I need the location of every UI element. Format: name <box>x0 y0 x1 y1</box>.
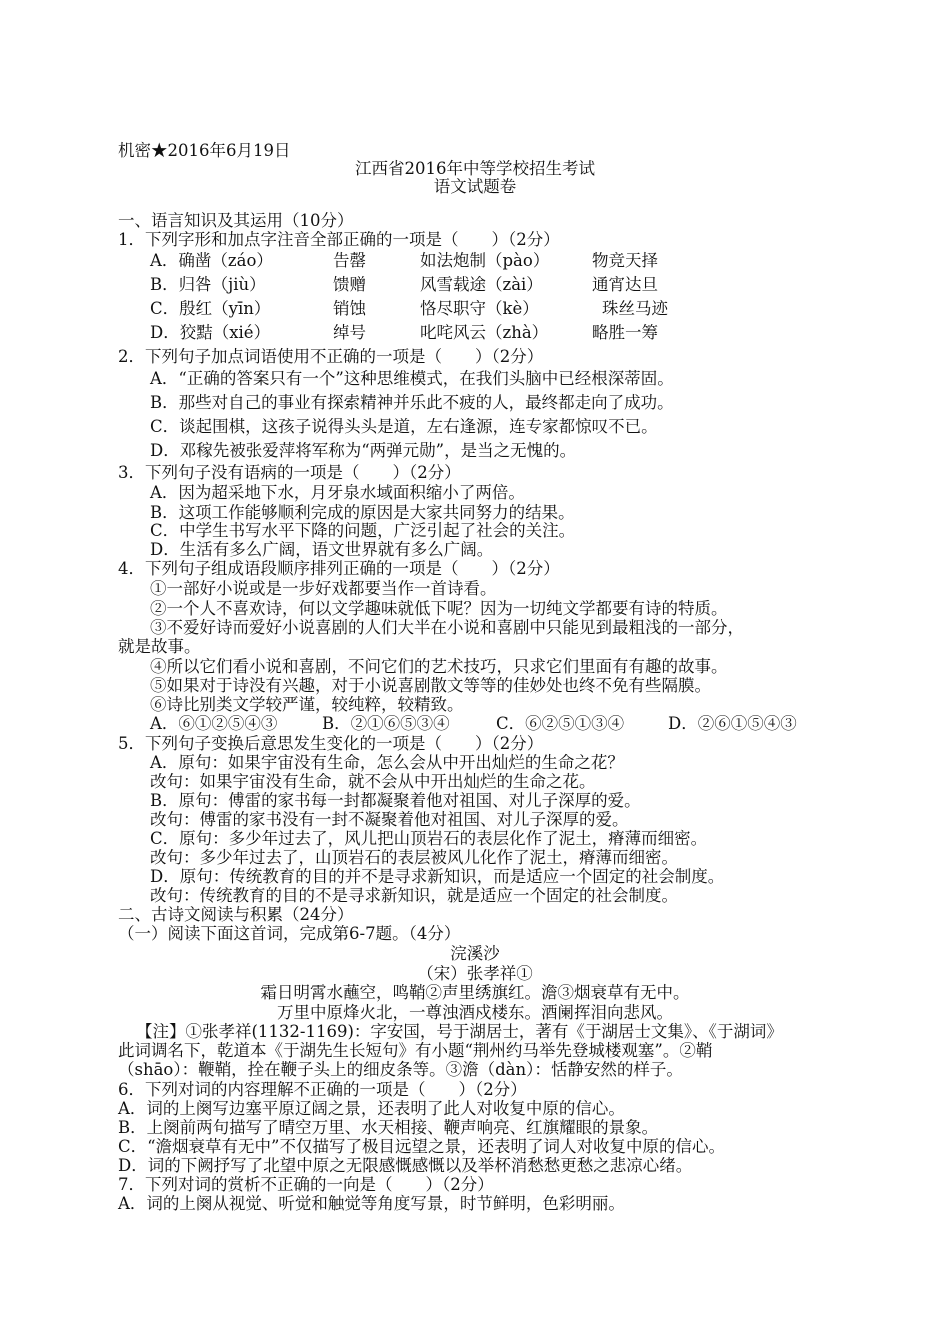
paper-title: 语文试题卷 <box>433 177 517 196</box>
q6-option-d: D．词的下阙抒写了北望中原之无限感慨感慨以及举杯消愁愁更愁之悲凉心绪。 <box>118 1156 693 1175</box>
poem-line-2: 万里中原烽火北，一尊浊酒戍楼东。酒阑挥泪向悲风。 <box>277 1003 673 1022</box>
q4-choice-a: A．⑥①②⑤④③ <box>150 714 278 733</box>
q5-a-revised: 改句：如果宇宙没有生命，就不会从中开出灿烂的生命之花。 <box>150 772 596 791</box>
q1-c-3: 恪尽职守（kè） <box>420 299 539 318</box>
q1-c-4: 珠丝马迹 <box>602 299 668 318</box>
q4-choices <box>150 713 850 735</box>
q6-option-c: C．“澹烟衰草有无中”不仅描写了极目远望之景，还表明了词人对收复中原的信心。 <box>118 1137 725 1156</box>
q5-d-revised: 改句：传统教育的目的不是寻求新知识，就是适应一个固定的社会制度。 <box>150 886 678 905</box>
q1-row-a <box>150 250 850 272</box>
q4-sentence-3-cont: 就是故事。 <box>118 637 201 656</box>
q1-b-4: 通宵达旦 <box>592 275 658 294</box>
q6-option-b: B．上阕前两句描写了晴空万里、水天相接、鞭声响亮、红旗耀眼的景象。 <box>118 1118 659 1137</box>
exam-title: 江西省2016年中等学校招生考试 <box>355 159 595 178</box>
q7-stem: 7．下列对词的赏析不正确的一向是（ ）（2分） <box>118 1175 494 1194</box>
q2-option-b: B．那些对自己的事业有探索精神并乐此不疲的人，最终都走向了成功。 <box>150 393 674 412</box>
q5-c-original: C．原句：多少年过去了，风儿把山顶岩石的表层化作了泥土，瘠薄而细密。 <box>150 829 708 848</box>
q3-option-c: C．中学生书写水平下降的问题，广泛引起了社会的关注。 <box>150 521 576 540</box>
poem-title: 浣溪沙 <box>450 944 500 963</box>
q4-sentence-1: ①一部好小说或是一步好戏都要当作一首诗看。 <box>150 579 497 598</box>
q5-b-original: B．原句：傅雷的家书每一封都凝聚着他对祖国、对儿子深厚的爱。 <box>150 791 641 810</box>
q2-option-d: D．邓稼先被张爱萍将军称为“两弹元勋”，是当之无愧的。 <box>150 441 577 460</box>
q1-a-1: A．确凿（záo） <box>150 251 273 270</box>
q1-row-c <box>150 298 850 320</box>
section2-title: 二、古诗文阅读与积累（24分） <box>118 905 354 924</box>
q5-a-original: A．原句：如果宇宙没有生命，怎么会从中开出灿烂的生命之花？ <box>150 753 624 772</box>
poem-line-1: 霜日明霄水蘸空，鸣鞘②声里绣旗红。澹③烟衰草有无中。 <box>260 983 690 1002</box>
q4-choice-c: C．⑥②⑤①③④ <box>496 714 625 733</box>
poem-note-1: 【注】①张孝祥(1132-1169)：字安国，号于湖居士，著有《于湖居士文集》、《于湖词》 <box>136 1022 783 1041</box>
q1-a-2: 告罄 <box>333 251 366 270</box>
q1-row-d <box>150 322 850 344</box>
confidential-date: 机密★2016年6月19日 <box>118 141 291 160</box>
q1-d-2: 绰号 <box>333 323 366 342</box>
q1-c-1: C．殷红（yīn） <box>150 299 271 318</box>
poem-author: （宋）张孝祥① <box>417 964 533 983</box>
q5-d-original: D．原句：传统教育的目的并不是寻求新知识，而是适应一个固定的社会制度。 <box>150 867 725 886</box>
q1-d-3: 叱咤风云（zhà） <box>420 323 549 342</box>
q1-d-4: 略胜一筹 <box>592 323 658 342</box>
poem-note-3: （shāo）：鞭鞘，拴在鞭子头上的细皮条等。③澹（dàn）：恬静安然的样子。 <box>118 1060 683 1079</box>
q3-option-d: D．生活有多么广阔，语文世界就有多么广阔。 <box>150 540 494 559</box>
q1-b-2: 馈赠 <box>333 275 366 294</box>
section1-title: 一、语言知识及其运用（10分） <box>118 211 354 230</box>
q1-c-2: 销蚀 <box>333 299 366 318</box>
q1-b-1: B．归咎（jiù） <box>150 275 266 294</box>
q4-sentence-6: ⑥诗比别类文学较严谨，较纯粹，较精致。 <box>150 695 464 714</box>
q6-option-a: A．词的上阕写边塞平原辽阔之景，还表明了此人对收复中原的信心。 <box>118 1099 625 1118</box>
poem-note-2: 此词调名下，乾道本《于湖先生长短句》有小题“荆州约马举先登城楼观塞”。②鞘 <box>118 1041 713 1060</box>
q5-b-revised: 改句：傅雷的家书没有一封不凝聚着他对祖国、对儿子深厚的爱。 <box>150 810 629 829</box>
q3-option-a: A．因为超采地下水，月牙泉水域面积缩小了两倍。 <box>150 483 525 502</box>
q1-d-1: D．狡黠（xié） <box>150 323 271 342</box>
q3-option-b: B．这项工作能够顺利完成的原因是大家共同努力的结果。 <box>150 503 575 522</box>
q5-c-revised: 改句：多少年过去了，山顶岩石的表层被风儿化作了泥土，瘠薄而细密。 <box>150 848 678 867</box>
section2-part1: （一）阅读下面这首词，完成第6-7题。（4分） <box>118 924 461 943</box>
q4-sentence-5: ⑤如果对于诗没有兴趣，对于小说喜剧散文等等的佳妙处也终不免有些隔膜。 <box>150 676 711 695</box>
q4-choice-b: B．②①⑥⑤③④ <box>322 714 450 733</box>
q1-row-b <box>150 274 850 296</box>
q2-stem: 2．下列句子加点词语使用不正确的一项是（ ）（2分） <box>118 347 544 366</box>
q4-choice-d: D．②⑥①⑤④③ <box>668 714 797 733</box>
q3-stem: 3．下列句子没有语病的一项是（ ）（2分） <box>118 463 461 482</box>
q4-sentence-2: ②一个人不喜欢诗，何以文学趣味就低下呢？因为一切纯文学都要有诗的特质。 <box>150 599 728 618</box>
q5-stem: 5．下列句子变换后意思发生变化的一项是（ ）（2分） <box>118 734 544 753</box>
q2-option-a: A．“正确的答案只有一个”这种思维模式，在我们头脑中已经根深蒂固。 <box>150 369 674 388</box>
q1-stem: 1．下列字形和加点字注音全部正确的一项是（ ）（2分） <box>118 230 560 249</box>
q1-b-3: 风雪载途（zài） <box>420 275 543 294</box>
q1-a-4: 物竞天择 <box>592 251 658 270</box>
q4-sentence-3: ③不爱好诗而爱好小说喜剧的人们大半在小说和喜剧中只能见到最粗浅的一部分， <box>150 618 744 637</box>
q1-a-3: 如法炮制（pào） <box>420 251 550 270</box>
q6-stem: 6．下列对词的内容理解不正确的一项是（ ）（2分） <box>118 1080 527 1099</box>
q4-sentence-4: ④所以它们看小说和喜剧，不问它们的艺术技巧，只求它们里面有有趣的故事。 <box>150 657 728 676</box>
q7-option-a: A．词的上阕从视觉、听觉和触觉等角度写景，时节鲜明，色彩明丽。 <box>118 1194 625 1213</box>
q4-stem: 4．下列句子组成语段顺序排列正确的一项是（ ）（2分） <box>118 559 560 578</box>
q2-option-c: C．谈起围棋，这孩子说得头头是道，左右逢源，连专家都惊叹不已。 <box>150 417 658 436</box>
